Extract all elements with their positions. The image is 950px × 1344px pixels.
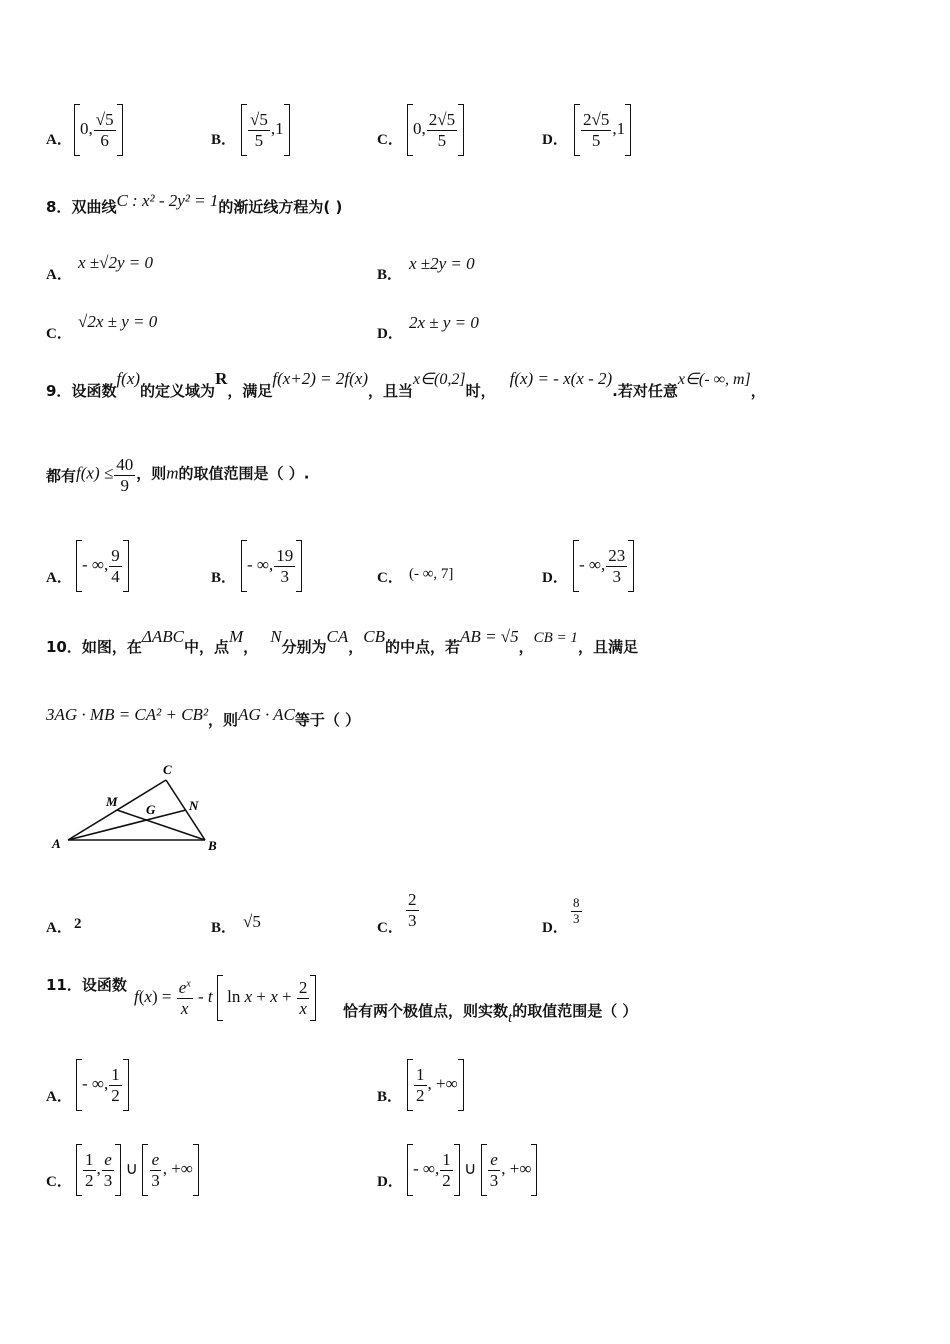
q10-stem-line2: 3AG · MB = CA² + CB²，则AG · AC等于（ ）	[46, 705, 361, 729]
vertex-label-b: B	[208, 838, 217, 853]
q9-option-d-label: D．	[542, 570, 568, 586]
q10-triangle-figure	[46, 758, 236, 858]
q7-option-a-label: A．	[46, 132, 72, 148]
q9-option-a-math: - ∞, $\frac{9}{4}$	[76, 540, 129, 592]
median-an	[68, 810, 186, 840]
q8-option-a-label: A．	[46, 267, 72, 283]
q11-option-c-math: $\frac{1}{2}$ , $\frac{e}{3}$ ∪ $\frac{e}{3}$ , +∞	[76, 1144, 199, 1196]
q11-option-b-math: $\frac{1}{2}$ , +∞	[407, 1059, 464, 1111]
q11-option-a-label: A．	[46, 1089, 72, 1105]
q7-option-d-label: D．	[542, 132, 568, 148]
vertex-label-c: C	[163, 762, 172, 777]
q10-option-d-label: D．	[542, 920, 568, 936]
q10-stem-line1: 10．如图，在ΔABC中，点M，N分别为CA，CB的中点，若AB = √5，CB = 1，且满足	[46, 627, 638, 656]
point-label-g: G	[146, 802, 156, 817]
q10-option-a-value: 2	[74, 916, 82, 932]
q9-option-c-label: C．	[377, 570, 403, 586]
q10-option-c-frac: $\frac{2}{3}$	[408, 890, 417, 930]
q7-option-b-label: B．	[211, 132, 237, 148]
q9-stem-line2: 都有f(x) ≤ $\frac{40}{9}$ ，则m的取值范围是（ ）.	[46, 455, 310, 495]
q11-stem: 11．设函数	[46, 976, 127, 994]
q9-stem-line1: 9．设函数f(x)的定义域为R，满足f(x+2) = 2f(x)，且当x∈(0,2]时，f(x) = - x(x - 2).若对任意x∈(- ∞, m]，	[46, 369, 766, 400]
q8-option-b-label: B．	[377, 267, 403, 283]
q10-option-b-label: B．	[211, 920, 237, 936]
q8-option-d-math: 2x ± y = 0	[409, 313, 479, 332]
q10-option-d-frac: $\frac{8}{3}$	[573, 895, 580, 926]
vertex-label-a: A	[52, 836, 61, 851]
q11-function: f(x) = $\frac{e^x}{x}$ - t ln x + x + $\frac{2}{x}$	[134, 975, 316, 1021]
q8-option-c-math: √2x ± y = 0	[78, 312, 158, 331]
q8-option-a-math: x ±√2y = 0	[78, 253, 153, 272]
q7-option-c-math: 0, $\frac{2√5}{5}$	[407, 104, 464, 156]
q7-option-d-math: $\frac{2√5}{5}$ ,1	[574, 104, 631, 156]
q9-option-d-math: - ∞, $\frac{23}{3}$	[573, 540, 634, 592]
q7-option-a-math: 0, $\frac{√5}{6}$	[74, 104, 123, 156]
q11-option-c-label: C．	[46, 1174, 72, 1190]
q10-option-b-value: √5	[243, 912, 261, 931]
q11-option-d-label: D．	[377, 1174, 403, 1190]
q8-option-d-label: D．	[377, 326, 403, 342]
q8-option-c-label: C．	[46, 326, 72, 342]
q9-option-b-math: - ∞, $\frac{19}{3}$	[241, 540, 302, 592]
q9-option-c-math: (- ∞, 7]	[409, 566, 454, 582]
q9-option-b-label: B．	[211, 570, 237, 586]
q11-stem-tail: 恰有两个极值点，则实数t的取值范围是（ ）	[343, 1002, 638, 1026]
q7-option-b-math: $\frac{√5}{5}$ ,1	[241, 104, 290, 156]
q9-option-a-label: A．	[46, 570, 72, 586]
q10-option-a-label: A．	[46, 920, 72, 936]
q11-option-a-math: - ∞, $\frac{1}{2}$	[76, 1059, 129, 1111]
q7-option-c-label: C．	[377, 132, 403, 148]
q8-option-b-math: x ±2y = 0	[409, 254, 475, 273]
q11-option-d-math: - ∞, $\frac{1}{2}$ ∪ $\frac{e}{3}$ , +∞	[407, 1144, 537, 1196]
point-label-m: M	[106, 794, 118, 809]
point-label-n: N	[189, 798, 199, 813]
q10-option-c-label: C．	[377, 920, 403, 936]
q8-stem: 8．双曲线C : x² - 2y² = 1的渐近线方程为( )	[46, 191, 343, 216]
q11-option-b-label: B．	[377, 1089, 403, 1105]
